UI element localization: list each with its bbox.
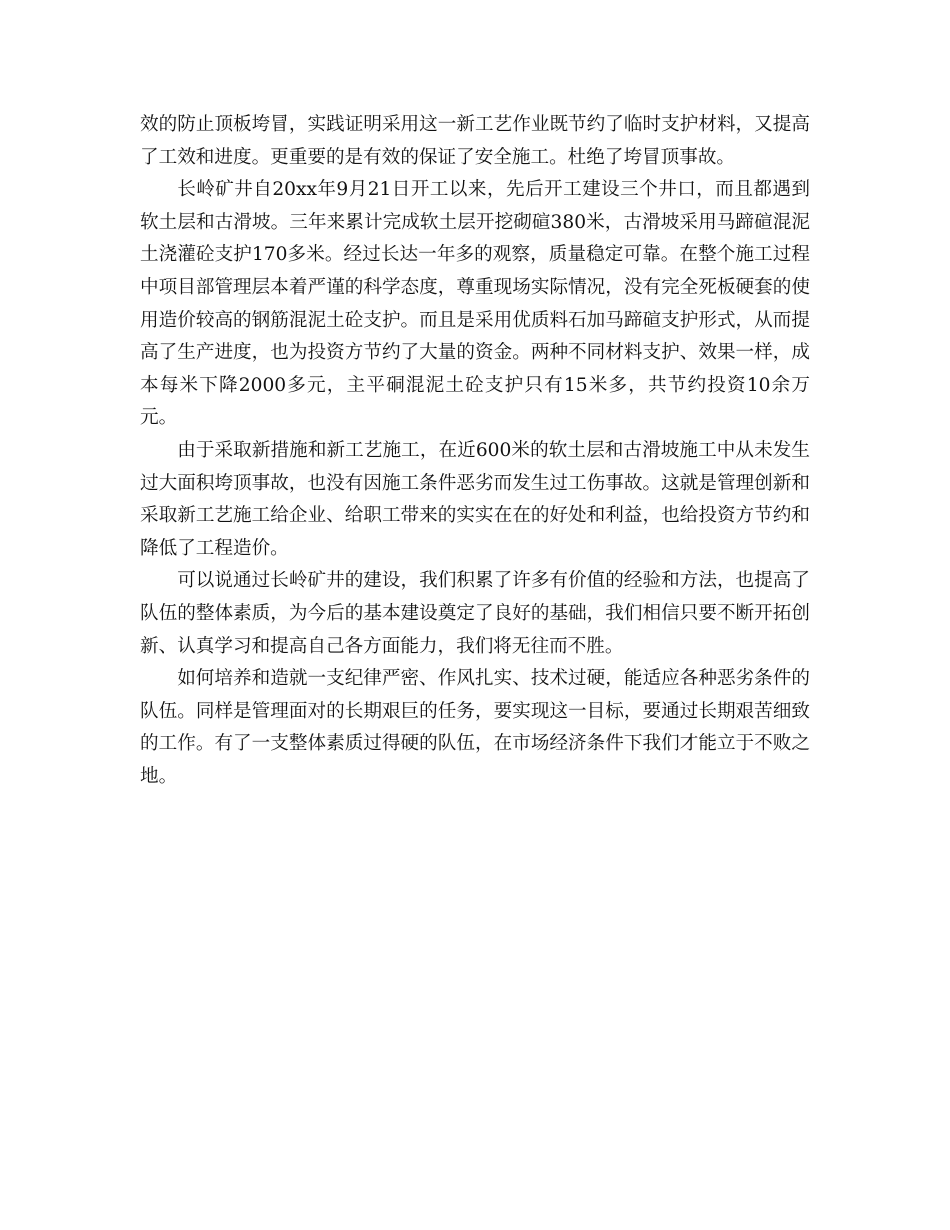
paragraph-experience-gained: 可以说通过长岭矿井的建设，我们积累了许多有价值的经验和方法，也提高了队伍的整体素质，为今后的基本建设奠定了良好的基础，我们相信只要不断开拓创新、认真学习和提高自己各方面能力，我们将无往而不胜。 <box>140 570 810 657</box>
paragraph-changling-mine-construction: 长岭矿井自20xx年9月21日开工以来，先后开工建设三个井口，而且都遇到软土层和古滑坡。三年来累计完成软土层开挖砌碹380米，古滑坡采用马蹄碹混泥土浇灌砼支护170多米。经过长达一年多的观察，质量稳定可靠。在整个施工过程中项目部管理层本着严谨的科学态度，尊重现场实际情况，没有完全死板硬套的使用造价较高的钢筋混泥土砼支护。而且是采用优质料石加马蹄碹支护形式，从而提高了生产进度，也为投资方节约了大量的资金。两种不同材料支护、效果一样，成本每米下降2000多元，主平硐混泥土砼支护只有15米多，共节约投资10余万元。 <box>140 179 810 429</box>
paragraph-team-building: 如何培养和造就一支纪律严密、作风扎实、技术过硬，能适应各种恶劣条件的队伍。同样是管理面对的长期艰巨的任务，要实现这一目标，要通过长期艰苦细致的工作。有了一支整体素质过得硬的队伍，在市场经济条件下我们才能立于不败之地。 <box>140 668 810 787</box>
paragraph-new-process-safety: 由于采取新措施和新工艺施工，在近600米的软土层和古滑坡施工中从未发生过大面积垮顶事故，也没有因施工条件恶劣而发生过工伤事故。这就是管理创新和采取新工艺施工给企业、给职工带来的实实在在的好处和利益，也给投资方节约和降低了工程造价。 <box>140 439 810 559</box>
document-body <box>140 109 810 793</box>
paragraph-continuation: 效的防止顶板垮冒，实践证明采用这一新工艺作业既节约了临时支护材料，又提高了工效和进度。更重要的是有效的保证了安全施工。杜绝了垮冒顶事故。 <box>140 114 810 168</box>
